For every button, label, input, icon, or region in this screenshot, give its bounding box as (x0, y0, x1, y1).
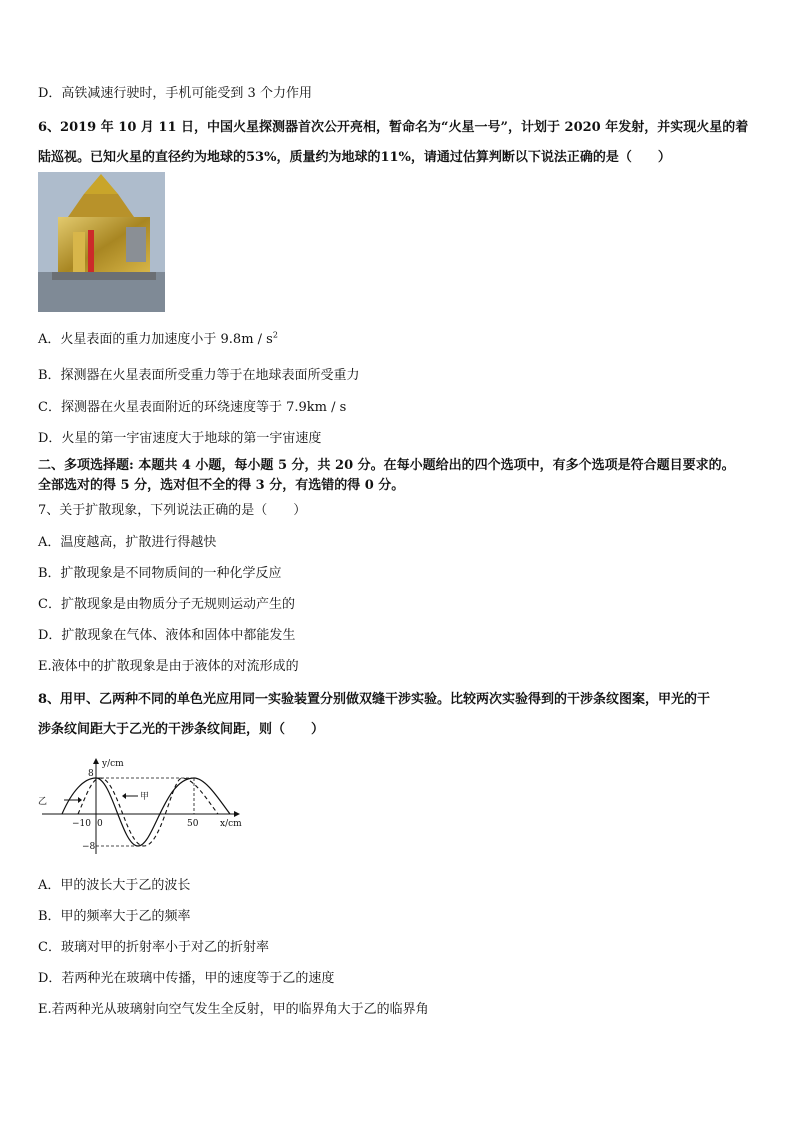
x-axis-label: x/cm (220, 819, 242, 829)
q7-option-a: A．温度越高，扩散进行得越快 (38, 535, 217, 550)
q7-option-d: D．扩散现象在气体、液体和固体中都能发生 (38, 628, 296, 643)
wave-jia-label: 甲 (140, 792, 150, 802)
wave-figure (34, 756, 244, 856)
y-min-label: −8 (82, 842, 96, 852)
wave-yi-arrowhead (78, 797, 82, 803)
x-zero-label: 0 (97, 819, 103, 829)
q8-option-e: E.若两种光从玻璃射向空气发生全反射，甲的临界角大于乙的临界角 (38, 1002, 429, 1017)
wave-jia-arrowhead (122, 793, 126, 799)
q6-stem-line2: 陆巡视。已知火星的直径约为地球的53%，质量约为地球的11%，请通过估算判断以下说法正确的是（ ） (38, 150, 671, 165)
q6-option-a-text: A．火星表面的重力加速度小于 9.8m / s (38, 332, 273, 347)
y-axis-arrow (93, 758, 99, 764)
x-50-label: 50 (187, 819, 199, 829)
q8-stem-line2: 涉条纹间距大于乙光的干涉条纹间距，则（ ） (38, 722, 325, 737)
wave-yi (78, 778, 218, 846)
q6-option-c: C．探测器在火星表面附近的环绕速度等于 7.9km / s (38, 400, 347, 415)
q8-option-a: A．甲的波长大于乙的波长 (38, 878, 191, 893)
q6-stem-line1: 6、2019 年 10 月 11 日，中国火星探测器首次公开亮相，暂命名为“火星一号”，计划于 2020 年发射，并实现火星的着 (38, 120, 749, 135)
mars-probe-image (38, 172, 165, 312)
y-axis-label: y/cm (102, 759, 124, 769)
q6-option-a (38, 328, 278, 347)
q6-option-a-superscript: 2 (272, 330, 278, 340)
q8-option-b: B．甲的频率大于乙的频率 (38, 909, 191, 924)
q8-stem-line1: 8、用甲、乙两种不同的单色光应用同一实验装置分别做双缝干涉实验。比较两次实验得到的干涉条纹图案，甲光的干 (38, 692, 711, 707)
wave-jia (62, 778, 230, 846)
q7-stem: 7、关于扩散现象，下列说法正确的是（ ） (38, 503, 307, 518)
q7-option-c: C．扩散现象是由物质分子无规则运动产生的 (38, 597, 295, 612)
x-axis-arrow (234, 811, 240, 817)
section2-heading-line2: 全部选对的得 5 分，选对但不全的得 3 分，有选错的得 0 分。 (38, 478, 405, 493)
x-neg-label: −10 (72, 819, 91, 829)
q7-option-b: B．扩散现象是不同物质间的一种化学反应 (38, 566, 282, 581)
q8-option-d: D．若两种光在玻璃中传播，甲的速度等于乙的速度 (38, 971, 335, 986)
wave-yi-label: 乙 (38, 797, 48, 807)
mars-probe-photo (38, 172, 165, 312)
section2-heading-line1: 二、多项选择题: 本题共 4 小题，每小题 5 分，共 20 分。在每小题给出的四个选项中，有多个选项是符合题目要求的。 (38, 458, 735, 473)
q7-option-e: E.液体中的扩散现象是由于液体的对流形成的 (38, 659, 299, 674)
q5-option-d: D．高铁减速行驶时，手机可能受到 3 个力作用 (38, 86, 312, 101)
q6-option-d: D．火星的第一宇宙速度大于地球的第一宇宙速度 (38, 431, 322, 446)
q6-option-b: B．探测器在火星表面所受重力等于在地球表面所受重力 (38, 368, 360, 383)
q8-option-c: C．玻璃对甲的折射率小于对乙的折射率 (38, 940, 269, 955)
y-max-label: 8 (88, 769, 94, 779)
